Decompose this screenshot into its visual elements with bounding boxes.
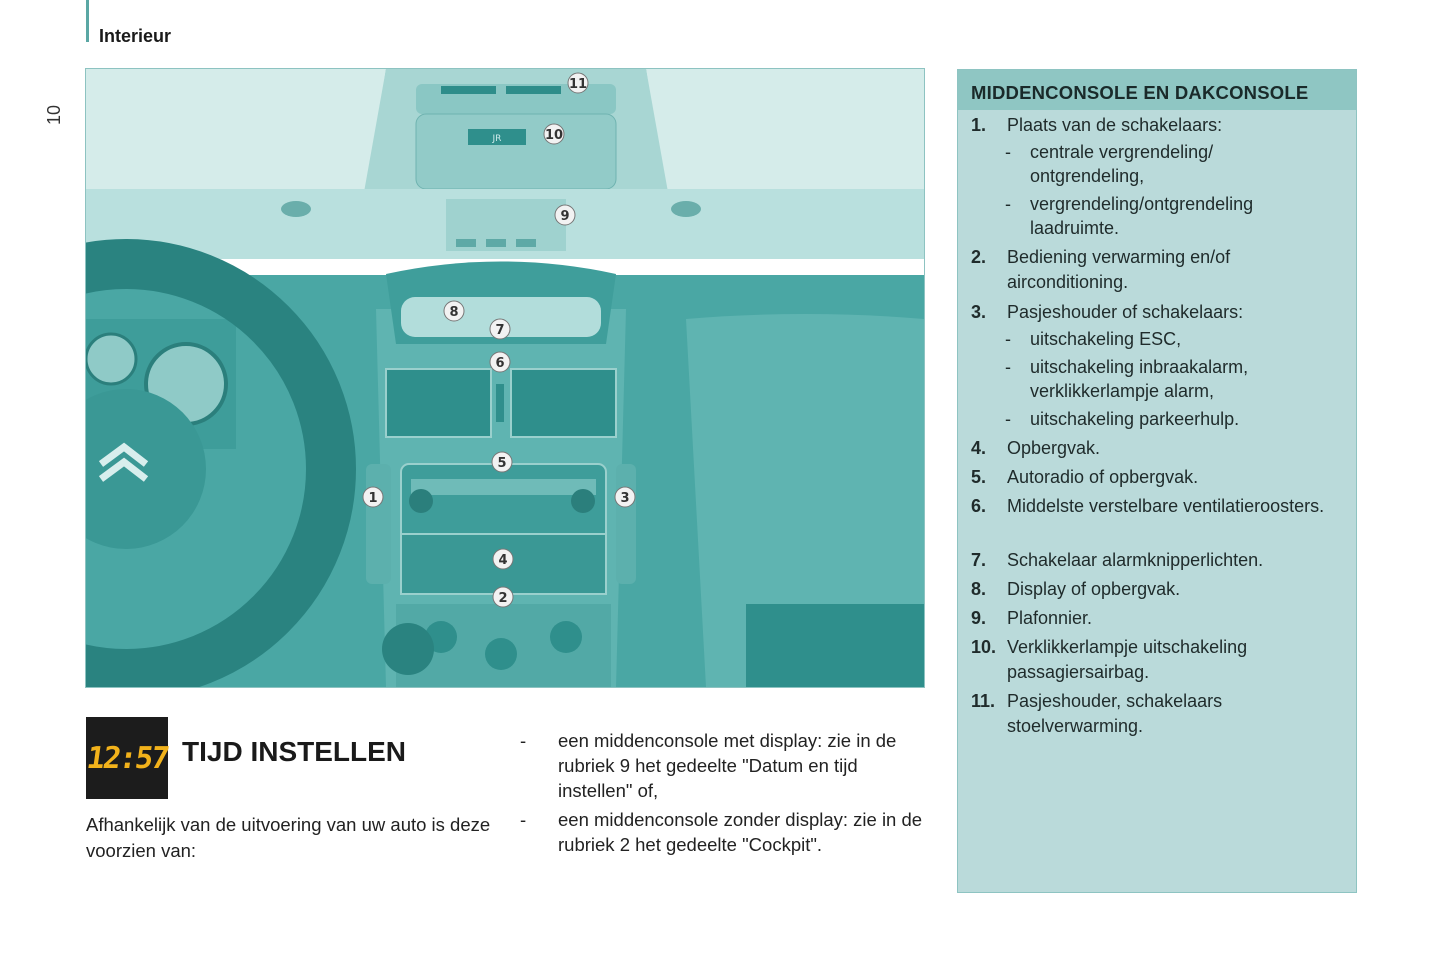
digital-clock-icon: 12:57	[86, 717, 168, 799]
airbag-display-text: JR	[492, 134, 502, 144]
svg-text:9: 9	[560, 209, 570, 224]
callout-7	[490, 319, 510, 339]
callout-2	[493, 587, 513, 607]
svg-text:6: 6	[495, 356, 505, 371]
svg-text:3: 3	[620, 491, 630, 506]
callout-11	[568, 73, 588, 93]
callout-4	[493, 549, 513, 569]
console-info-panel: MIDDENCONSOLE EN DAKCONSOLE 1. Plaats van de schakelaars: - centrale vergrendeling/ ontgrendeling, - vergrendeling/ontgrendeling laadruimte. 2. Bediening verwarming en/of airconditioning. 3. Pasjeshouder of schakelaars: - uitschakeling ESC, - uitschakeling inbraakalarm, verklikkerlampje alarm, - uitschakeling parkeerhulp. 4. Opbergvak. 5. Autoradio of opbergvak. 6. Middelste verstelbare ventilatieroosters. 7. Schakelaar alarmknipperlichten. 8. Display of opbergvak. 9. Plafonnier. 10. Verklikkerlampje uitschakeling passagiersairbag. 11. Pasjeshouder, schakelaars stoelverwarming.	[957, 69, 1357, 893]
callout-1	[363, 487, 383, 507]
panel-title: MIDDENCONSOLE EN DAKCONSOLE	[958, 70, 1356, 110]
clock-intro-text: Afhankelijk van de uitvoering van uw auto is deze voorzien van:	[86, 814, 491, 861]
callout-5	[492, 452, 512, 472]
page-number: 10	[44, 104, 64, 126]
svg-text:4: 4	[498, 553, 508, 568]
svg-text:8: 8	[449, 305, 459, 320]
svg-text:2: 2	[498, 591, 508, 606]
svg-text:10: 10	[544, 128, 564, 143]
svg-text:11: 11	[568, 77, 588, 92]
callout-6	[490, 352, 510, 372]
clock-section-title: TIJD INSTELLEN	[182, 736, 407, 767]
callout-3	[615, 487, 635, 507]
page-accent-bar	[86, 0, 89, 42]
callout-10	[544, 124, 564, 144]
svg-text:1: 1	[368, 491, 378, 506]
callout-9	[555, 205, 575, 225]
svg-text:5: 5	[497, 456, 507, 471]
callout-8	[444, 301, 464, 321]
dashboard-illustration	[85, 68, 925, 688]
svg-text:7: 7	[495, 323, 505, 338]
section-title: Interieur	[99, 26, 172, 46]
